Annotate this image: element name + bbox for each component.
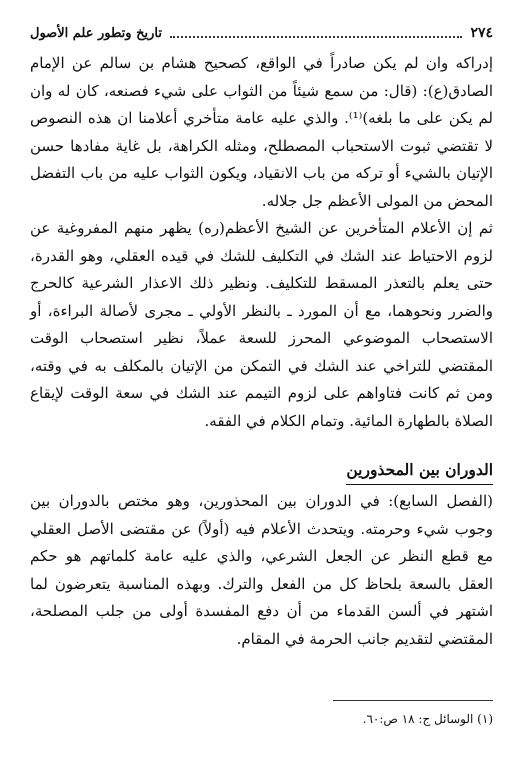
leader-dots (170, 28, 463, 38)
paragraph-1: إدراكه وان لم يكن صادراً في الواقع، كصحيح هشام بن سالم عن الإمام الصادق(ع): (قال: من سمع شيئاً من الثواب على شيء فصنعه، كان له وان لم يكن على ما بلغه)⁽¹⁾. والذي عليه عامة متأخري أعلامنا ان هذه النصوص لا تقتضي ثبوت الاستحباب المصطلح، ومثله الكراهة، بل غاية مفادها حسن الإتيان بالشيء أو تركه من باب الانقياد، ويكون الثواب عليه من باب التفضل المحض من المولى الأعظم جل جلاله. (30, 54, 493, 210)
footnote: (١) الوسائل ج: ١٨ ص:٦٠. (362, 712, 493, 726)
section-text (30, 488, 493, 653)
footnote-divider (333, 700, 493, 701)
section-paragraph: (الفصل السابع): في الدوران بين المحذورين، وهو مختص بالدوران بين وجوب شيء وحرمته. ويتحدث الأعلام فيه (أولاً) عن مقتضى الأصل العقلي مع قطع النظر عن الجعل الشرعي، والذي عليه عامة كلماتهم هو حكم العقل بالسعة بلحاظ كل من الفعل والترك. وبهذه المناسبة يتعرضون لما اشتهر في ألسن القدماء من أن دفع المفسدة أولى من جلب المصلحة، المقتضي لتقديم جانب الحرمة في المقام. (30, 492, 493, 648)
running-head (30, 22, 493, 44)
page-number: ٢٧٤ (470, 25, 493, 41)
book-title: تاريخ وتطور علم الأصول (30, 25, 162, 41)
body-text (30, 50, 493, 435)
section-heading: الدوران بين المحذورين (346, 458, 493, 485)
paragraph-2: ثم إن الأعلام المتأخرين عن الشيخ الأعظم(ره) يظهر منهم المفروغية عن لزوم الاحتياط عند الشك في التكليف للشك في قيده العقلي، وهو القدرة، حتى يعلم بالتعذر المسقط للتكليف. ونظير ذلك الاعذار الشرعية كالحرج والضرر ونحوهما، مع أن المورد ـ بالنظر الأولي ـ مجرى لأصالة البراءة، أو الاستصحاب الموضوعي المحرز للسعة عملاً، نظير استصحاب الوقت المقتضي للتراخي عند الشك في التمكن من الإتيان بالمكلف به في وقته، ومن ثم كانت فتاواهم على لزوم التيمم عند الشك في سعة الوقت لإيقاع الصلاة بالطهارة المائية. وتمام الكلام في الفقه. (30, 219, 493, 430)
